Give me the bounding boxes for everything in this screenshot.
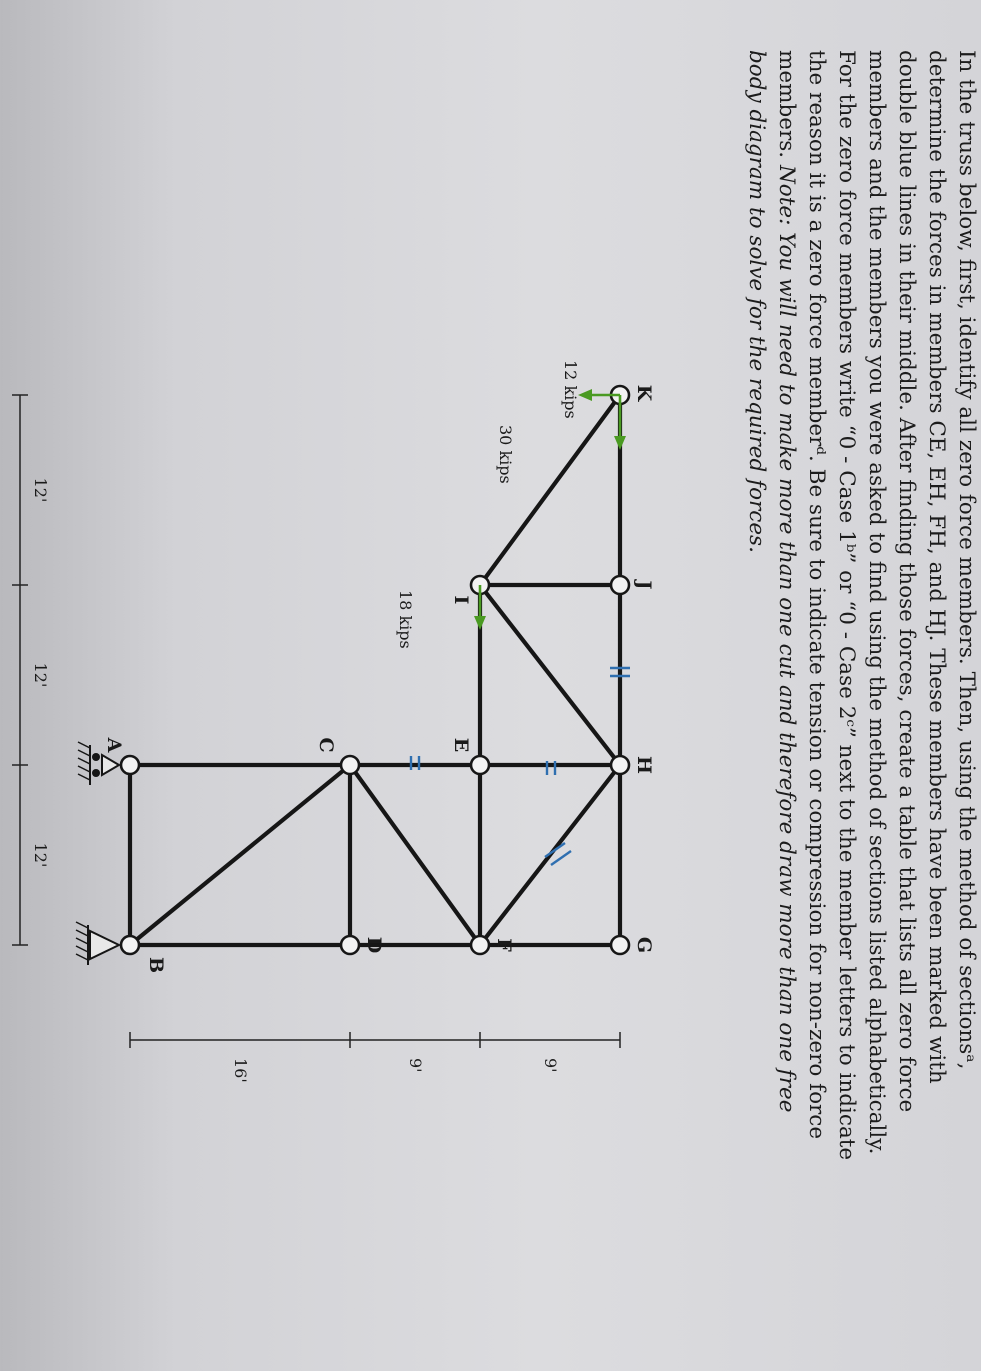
- label-F: F: [493, 938, 515, 952]
- joint-G: [611, 936, 629, 954]
- member-KI: [480, 395, 620, 585]
- label-A: A: [103, 737, 125, 753]
- load-18kips-label: 18 kips: [396, 590, 415, 649]
- joint-B: [121, 936, 139, 954]
- joint-D: [341, 936, 359, 954]
- dim-v-2: 9': [406, 1058, 425, 1073]
- member-CB: [130, 765, 350, 945]
- support-B-pin: [76, 922, 119, 965]
- label-J: J: [633, 580, 655, 590]
- dim-v-3: 16': [231, 1058, 250, 1083]
- joint-C: [341, 756, 359, 774]
- joint-A: [121, 756, 139, 774]
- problem-line-7-normal: members.: [774, 50, 799, 165]
- label-E: E: [450, 737, 472, 753]
- dim-h-1: 12': [31, 477, 50, 503]
- dimension-vertical: [130, 1032, 620, 1048]
- problem-statement: [744, 50, 979, 1160]
- dimension-horizontal: [12, 395, 28, 945]
- label-G: G: [633, 936, 655, 954]
- label-I: I: [450, 595, 472, 605]
- problem-line-3: double blue lines in their middle. After finding those forces, create a table that lists all zero force: [894, 50, 919, 1113]
- problem-line-6: the reason it is a zero force memberᵈ. Be sure to indicate tension or compression for non-zero force: [804, 50, 829, 1140]
- joint-E: [471, 756, 489, 774]
- page-content: [12, 50, 979, 1160]
- load-12kips-label: 12 kips: [561, 360, 580, 419]
- truss-diagram: [12, 360, 655, 1083]
- member-HF: [480, 765, 620, 945]
- problem-line-5: For the zero force members write “0 - Case 1ᵇ” or “0 - Case 2ᶜ” next to the member letters to indicate: [834, 50, 859, 1161]
- label-H: H: [633, 756, 655, 774]
- problem-line-1: In the truss below, first, identify all zero force members. Then, using the method of sectionsᵃ,: [954, 50, 979, 1070]
- joint-F: [471, 936, 489, 954]
- label-C: C: [315, 737, 337, 753]
- dim-h-2: 12': [31, 662, 50, 688]
- dim-h-3: 12': [31, 842, 50, 868]
- label-K: K: [633, 384, 655, 402]
- member-IH: [480, 585, 620, 765]
- problem-line-7: [774, 50, 799, 1112]
- label-B: B: [145, 956, 167, 974]
- problem-line-4: members and the members you were asked to find using the method of sections listed alphabetically.: [864, 50, 889, 1155]
- dim-v-1: 9': [541, 1058, 560, 1073]
- problem-line-7-italic: Note: You will need to make more than one cut and therefore draw more than one free: [774, 164, 799, 1113]
- problem-line-8: body diagram to solve for the required forces.: [744, 50, 769, 553]
- label-D: D: [363, 936, 385, 954]
- problem-line-2: determine the forces in members CE, EH, FH, and HJ. These members have been marked with: [924, 50, 949, 1084]
- joint-J: [611, 576, 629, 594]
- load-30kips-label: 30 kips: [496, 425, 515, 484]
- joint-H: [611, 756, 629, 774]
- member-CF: [350, 765, 480, 945]
